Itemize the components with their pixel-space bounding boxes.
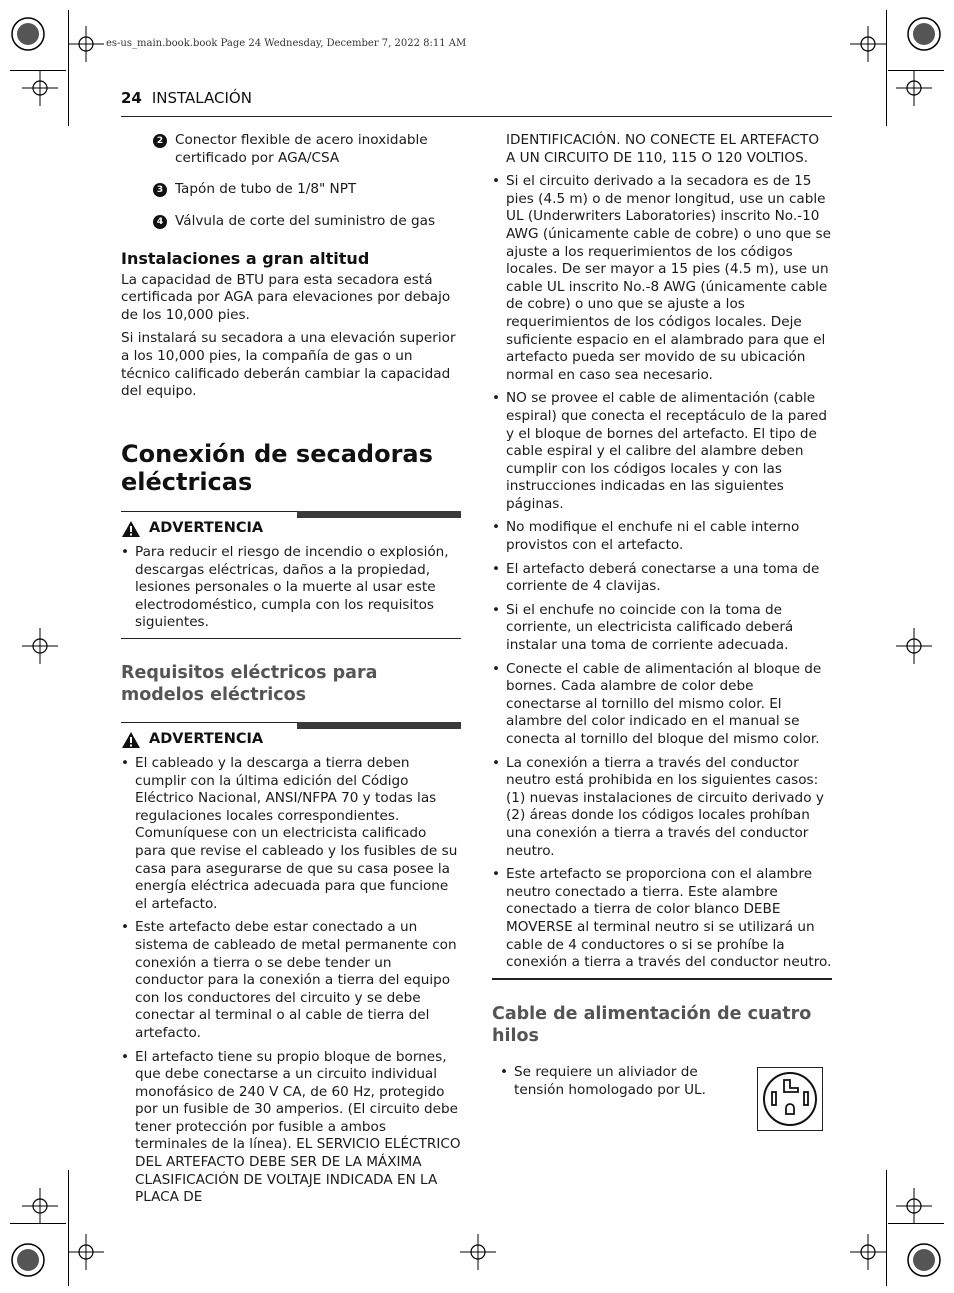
part-number-badge: 4	[153, 215, 167, 229]
warning-item: • Para reducir el riesgo de incendio o explosión, descargas eléctricas, daños a la propiedad, lesiones personales o la muerte al usar este electrodoméstico, cumpla con los requisitos siguientes.	[121, 544, 461, 632]
warning-item: • El artefacto tiene su propio bloque de bornes, que debe conectarse a un circuito individual monofásico de 240 V CA, de 60 Hz, protegido por un fusible de 30 amperios. (El circuito debe tener protección por fusible a ambos terminales de la línea). EL SERVICIO ELÉCTRICO DEL ARTEFACTO DEBE SER DE LA MÁXIMA CLASIFICACIÓN DE VOLTAJE INDICADA EN LA PLACA DE	[121, 1049, 461, 1207]
part-text: Tapón de tubo de 1/8" NPT	[175, 181, 357, 197]
part-item	[153, 132, 453, 167]
warning-list	[121, 755, 461, 1207]
header-rule	[121, 116, 832, 117]
warning-triangle-icon	[121, 731, 141, 749]
four-prong-outlet-icon	[757, 1067, 823, 1131]
part-item	[153, 213, 453, 231]
altitude-paragraph: La capacidad de BTU para esta secadora está certificada por AGA para elevaciones por debajo de los 10,000 pies.	[121, 271, 451, 323]
warning-top-bar	[121, 722, 461, 731]
subsection-heading: Requisitos eléctricos para modelos eléctricos	[121, 663, 378, 705]
altitude-heading: Instalaciones a gran altitud	[121, 249, 370, 268]
warning-item: • NO se provee el cable de alimentación (cable espiral) que conecta el receptáculo de la pared y el bloque de bornes del artefacto. El tipo de cable espiral y el calibre del alambre deben cumplir con los códigos locales y con las instrucciones indicadas en las siguientes páginas.	[492, 390, 832, 513]
warning-continuation: IDENTIFICACIÓN. NO CONECTE EL ARTEFACTO A UN CIRCUITO DE 110, 115 O 120 VOLTIOS.	[506, 132, 820, 166]
warning-title: ADVERTENCIA	[149, 520, 264, 537]
warning-title-row	[121, 731, 461, 749]
warning-item: • Si el enchufe no coincide con la toma de corriente, un electricista calificado deberá instalar una toma de corriente adecuada.	[492, 602, 832, 655]
warning-item: • No modifique el enchufe ni el cable interno provistos con el artefacto.	[492, 519, 832, 554]
registration-crosshair-icon	[848, 1232, 888, 1272]
registration-crosshair-icon	[66, 1232, 106, 1272]
warning-list	[121, 544, 461, 632]
warning-triangle-icon	[121, 520, 141, 538]
registration-crosshair-icon	[458, 1232, 498, 1272]
subsection-heading: Cable de alimentación de cuatro hilos	[492, 1004, 812, 1046]
part-text: Válvula de corte del suministro de gas	[175, 213, 436, 229]
registration-crosshair-icon	[894, 68, 934, 108]
registration-crosshair-icon	[894, 1186, 934, 1226]
registration-crosshair-icon	[848, 24, 888, 64]
registration-crosshair-icon	[894, 626, 934, 666]
warning-box	[121, 722, 461, 1213]
warning-item: • Conecte el cable de alimentación al bloque de bornes. Cada alambre de color debe conectarse al tornillo del mismo color. El alambre del color indicado en el manual se conecta al tornillo del bloque del mismo color.	[492, 661, 832, 749]
registration-crosshair-icon	[20, 68, 60, 108]
print-meta: es-us_main.book.book Page 24 Wednesday, December 7, 2022 8:11 AM	[106, 38, 467, 49]
warning-title-row	[121, 520, 461, 538]
warning-title: ADVERTENCIA	[149, 731, 264, 748]
right-column	[492, 132, 832, 980]
part-number-badge: 3	[153, 183, 167, 197]
warning-item: • El cableado y la descarga a tierra deben cumplir con la última edición del Código Eléctrico Nacional, ANSI/NFPA 70 y todas las regulaciones locales correspondientes. Comuníquese con un electricista calificado para que revise el cableado y los fusibles de su casa para asegurarse de que su casa posee la energía eléctrica adecuada para que funcione el artefacto.	[121, 755, 461, 913]
altitude-paragraph: Si instalará su secadora a una elevación superior a los 10,000 pies, la compañía de gas o un técnico calificado deberán cambiar la capacidad del equipo.	[121, 330, 456, 400]
registration-crosshair-icon	[20, 626, 60, 666]
warning-item: • Este artefacto se proporciona con el alambre neutro conectado a tierra. Este alambre conectado a tierra de color blanco DEBE MOVERSE al terminal neutro si se utilizará un cable de 4 conductores o si se prohíbe la conexión a tierra a través del conductor neutro.	[492, 866, 832, 972]
registration-crosshair-icon	[20, 1186, 60, 1226]
warning-list	[492, 173, 832, 972]
section-label: INSTALACIÓN	[151, 89, 252, 107]
warning-item: • La conexión a tierra a través del conductor neutro está prohibida en los siguientes casos: (1) nuevas instalaciones de circuito derivado y (2) áreas donde los códigos locales prohíban una conexión a tierra a través del conductor neutro.	[492, 755, 832, 861]
cable-item: • Se requiere un aliviador de tensión homologado por UL.	[500, 1064, 720, 1099]
registration-circle-icon	[8, 14, 48, 54]
registration-circle-icon	[904, 14, 944, 54]
warning-item: • El artefacto deberá conectarse a una toma de corriente de 4 clavijas.	[492, 561, 832, 596]
warning-top-bar	[121, 511, 461, 520]
page-number: 24	[121, 89, 142, 107]
cable-list	[500, 1064, 720, 1105]
altitude-section	[121, 250, 461, 401]
page-header	[121, 89, 252, 107]
warning-box	[121, 511, 461, 639]
registration-circle-icon	[904, 1240, 944, 1280]
warning-item: • Si el circuito derivado a la secadora es de 15 pies (4.5 m) o de menor longitud, use un cable UL (Underwriters Laboratories) inscrito No.-10 AWG (únicamente cable de cobre) o uno que se ajuste a los requerimientos de los códigos locales. De ser mayor a 15 pies (4.5 m), use un cable UL inscrito No.-8 AWG (únicamente cable de cobre) o uno que se ajuste a los requerimientos de los códigos locales. Deje suficiente espacio en el alambrado para que el artefacto pueda ser movido de su ubicación normal en caso sea necesario.	[492, 173, 832, 384]
warning-item: • Este artefacto debe estar conectado a un sistema de cableado de metal permanente con conexión a tierra o se debe tender un conductor para la conexión a tierra del equipo con los conductores del circuito y se debe conectar al terminal o al cable de tierra del artefacto.	[121, 919, 461, 1042]
registration-circle-icon	[8, 1240, 48, 1280]
registration-crosshair-icon	[66, 24, 106, 64]
warning-bottom-rule	[121, 638, 461, 639]
part-item	[153, 181, 453, 199]
part-text: Conector flexible de acero inoxidable certificado por AGA/CSA	[175, 132, 428, 166]
section-title: Conexión de secadoras eléctricas	[121, 440, 433, 496]
part-number-badge: 2	[153, 134, 167, 148]
warning-bottom-rule	[492, 978, 832, 980]
